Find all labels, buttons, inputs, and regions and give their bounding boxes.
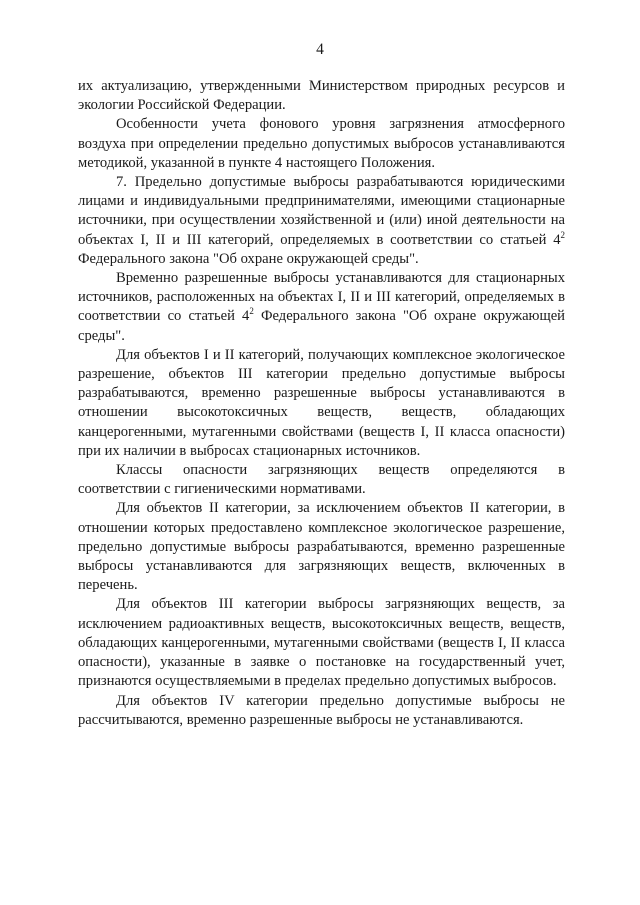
paragraph-text: Особенности учета фонового уровня загрязнения атмосферного воздуха при определении предельно допустимых выбросов устанавливаются методикой, указанной в пункте 4 настоящего Положения. (78, 116, 565, 171)
paragraph-text: 7. Предельно допустимые выбросы разрабатываются юридическими лицами и индивидуальными предпринимателями, имеющими стационарные источники, при осуществлении хозяйственной и (или) иной деятельности на объектах I, II и III категорий, определяемых в соответствии со статьей 4 (78, 174, 565, 248)
paragraph-text: Классы опасности загрязняющих веществ определяются в соответствии с гигиеническими нормативами. (78, 462, 565, 498)
paragraph-item-7 (78, 173, 565, 269)
paragraph-text: Для объектов III категории выбросы загрязняющих веществ, за исключением радиоактивных веществ, высокотоксичных веществ, веществ, обладающих канцерогенными, мутагенными свойствами (веществ I, II класса опасности), указанные в заявке о постановке на государственный учет, признаются осуществляемыми в пределах предельно допустимых выбросов. (78, 596, 565, 690)
paragraph-category-3 (78, 595, 565, 691)
paragraph-category-2 (78, 499, 565, 595)
paragraph-temporary-emissions (78, 269, 565, 346)
paragraph-category-1-2 (78, 346, 565, 461)
document-body (78, 77, 565, 730)
paragraph-text: их актуализацию, утвержденными Министерством природных ресурсов и экологии Российской Федерации. (78, 78, 565, 114)
superscript: 2 (249, 306, 254, 317)
paragraph-text: Для объектов II категории, за исключением объектов II категории, в отношении которых предоставлено комплексное экологическое разрешение, предельно допустимые выбросы разрабатываются, временно разрешенные выбросы устанавливаются для загрязняющих веществ, включенных в перечень. (78, 500, 565, 594)
paragraph-text: Для объектов I и II категорий, получающих комплексное экологическое разрешение, объектов III категории предельно допустимые выбросы разрабатываются, временно разрешенные выбросы устанавливаются в отношении высокотоксичных веществ, веществ, обладающих канцерогенными, мутагенными свойствами (веществ I, II класса опасности) при их наличии в выбросах стационарных источников. (78, 346, 565, 459)
paragraph-text: Для объектов IV категории предельно допустимые выбросы не рассчитываются, временно разрешенные выбросы не устанавливаются. (78, 692, 565, 728)
page-number: 4 (316, 41, 324, 58)
superscript: 2 (560, 229, 565, 240)
paragraph-category-4 (78, 692, 565, 730)
paragraph-text: Федерального закона "Об охране окружающей среды". (78, 250, 419, 267)
paragraph-text: Временно разрешенные выбросы устанавливаются для стационарных источников, расположенных на объектах I, II и III категорий, определяемых в соответствии со статьей 4 (78, 270, 565, 325)
paragraph-background-pollution (78, 115, 565, 173)
paragraph-continuation (78, 77, 565, 115)
paragraph-text: Федерального закона "Об охране окружающей среды". (78, 308, 565, 344)
paragraph-hazard-classes (78, 461, 565, 499)
